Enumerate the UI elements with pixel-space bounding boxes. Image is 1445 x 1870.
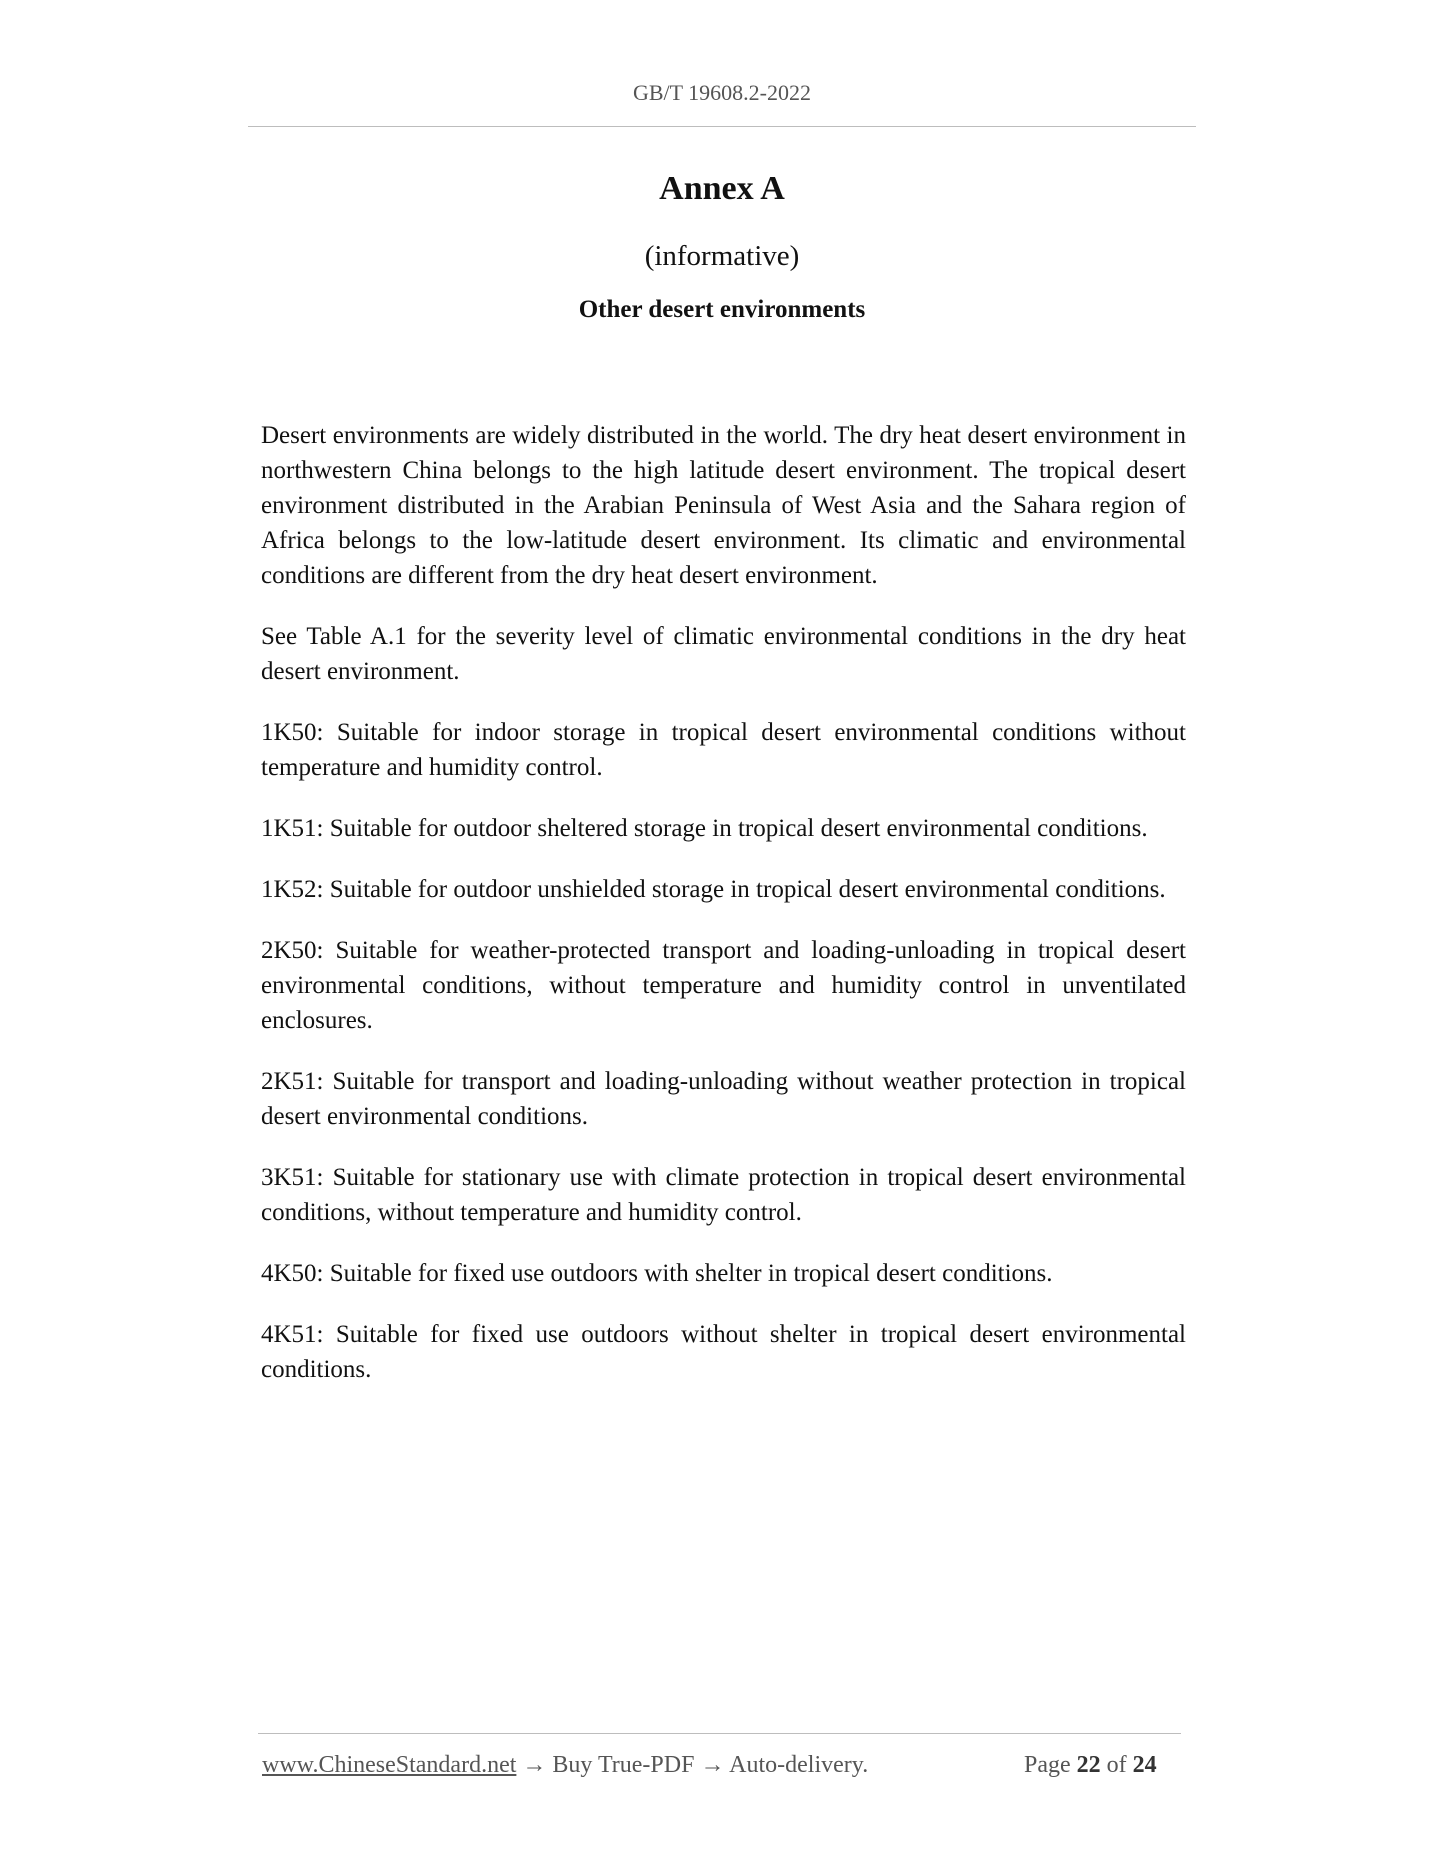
page-current: 22 [1076, 1752, 1101, 1778]
page-number [1024, 1752, 1157, 1779]
header-divider [248, 126, 1196, 127]
paragraph-1k51: 1K51: Suitable for outdoor sheltered storage in tropical desert environmental conditions. [261, 815, 1148, 842]
annex-subtitle: (informative) [644, 240, 800, 272]
annex-title: Annex A [659, 170, 785, 207]
paragraph-4k51: 4K51: Suitable for fixed use outdoors without shelter in tropical desert environmental conditions. [261, 1321, 1186, 1383]
paragraph-1k52: 1K52: Suitable for outdoor unshielded storage in tropical desert environmental conditions. [261, 876, 1166, 903]
site-link[interactable]: www.ChineseStandard.net [262, 1752, 517, 1778]
document-header: GB/T 19608.2-2022 [632, 80, 812, 105]
paragraph-3k51: 3K51: Suitable for stationary use with climate protection in tropical desert environmental conditions, without temperature and humidity control. [261, 1164, 1186, 1226]
paragraph-1k50: 1K50: Suitable for indoor storage in tropical desert environmental conditions without temperature and humidity control. [261, 719, 1186, 781]
annex-heading: Other desert environments [578, 296, 866, 323]
arrow-right-icon: → [700, 1752, 725, 1778]
paragraph-intro: Desert environments are widely distributed in the world. The dry heat desert environment in northwestern China belongs to the high latitude desert environment. The tropical desert environment distributed in the Arabian Peninsula of West Asia and the Sahara region of Africa belongs to the low-latitude desert environment. Its climatic and environmental conditions are different from the dry heat desert environment. [261, 422, 1186, 589]
footer-promo [262, 1752, 868, 1779]
auto-delivery-text: Auto-delivery. [729, 1752, 869, 1778]
paragraph-table-ref: See Table A.1 for the severity level of climatic environmental conditions in the dry heat desert environment. [261, 623, 1186, 685]
paragraph-2k50: 2K50: Suitable for weather-protected transport and loading-unloading in tropical desert environmental conditions, without temperature and humidity control in unventilated enclosures. [261, 937, 1186, 1034]
arrow-right-icon: → [522, 1752, 547, 1778]
body-text [261, 418, 1186, 1413]
footer-divider [258, 1733, 1181, 1734]
paragraph-2k51: 2K51: Suitable for transport and loading-unloading without weather protection in tropical desert environmental conditions. [261, 1068, 1186, 1130]
buy-true-pdf-text: Buy True-PDF [552, 1752, 695, 1778]
paragraph-4k50: 4K50: Suitable for fixed use outdoors with shelter in tropical desert conditions. [261, 1260, 1053, 1287]
page-label: Page [1024, 1752, 1071, 1778]
of-label: of [1106, 1752, 1127, 1778]
page-total: 24 [1132, 1752, 1157, 1778]
